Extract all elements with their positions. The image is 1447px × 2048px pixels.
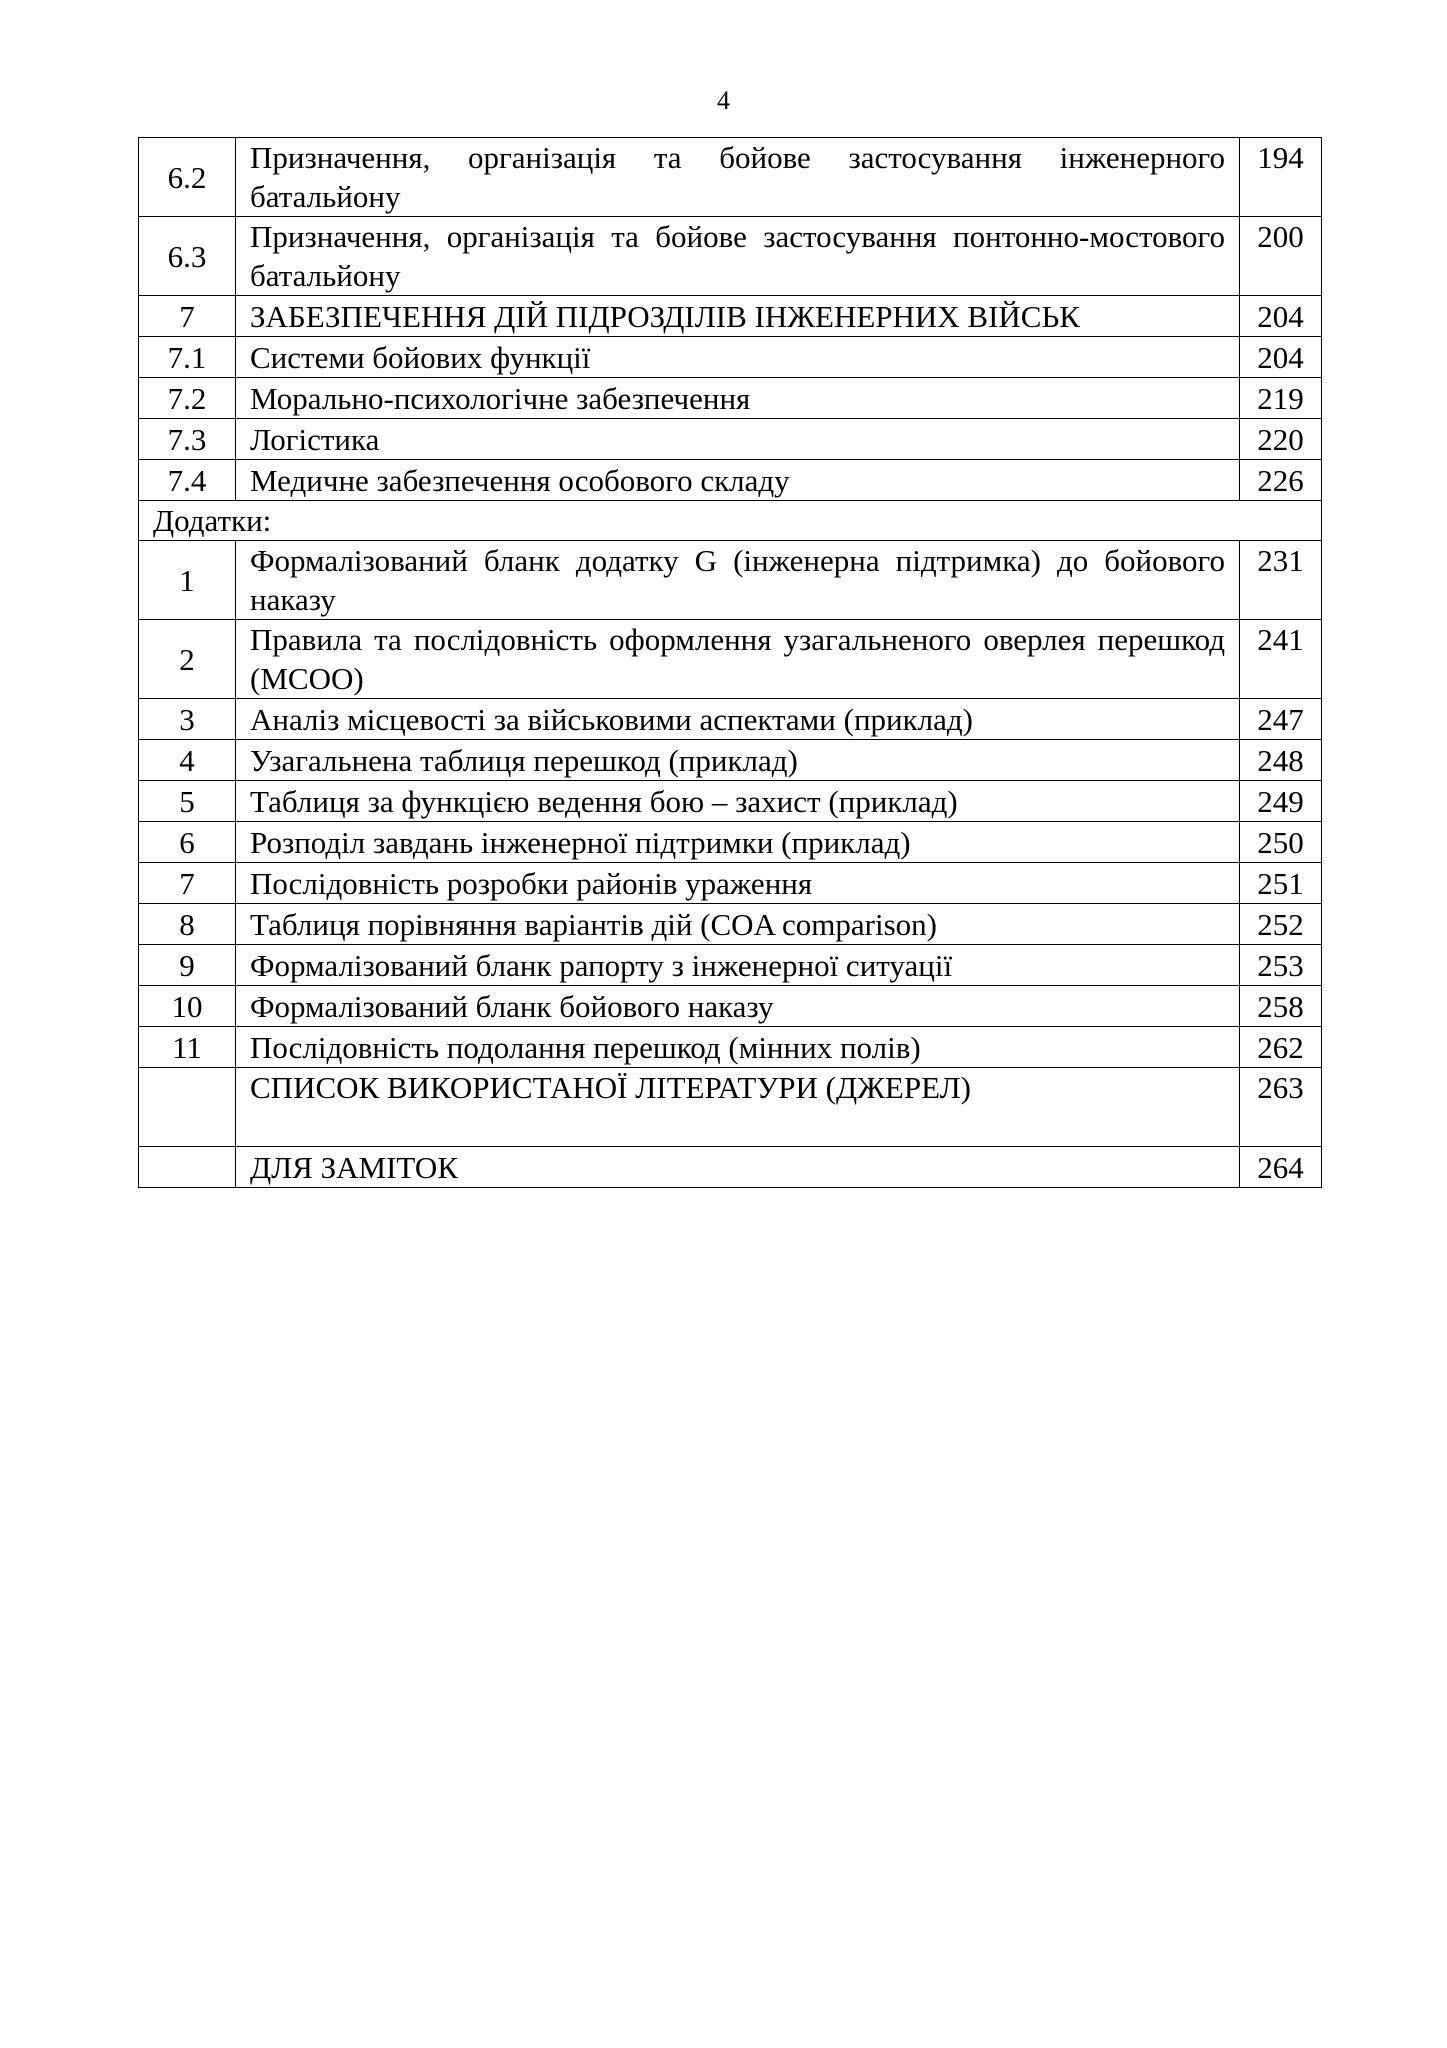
toc-entry-number: 7 (139, 863, 236, 904)
toc-row (139, 460, 1322, 501)
toc-entry-title: Призначення, організація та бойове застосування інженерного батальйону (236, 138, 1240, 217)
toc-entry-number: 10 (139, 986, 236, 1027)
toc-entry-title: Таблиця порівняння варіантів дій (COA comparison) (236, 904, 1240, 945)
toc-row (139, 337, 1322, 378)
toc-entry-page: 258 (1240, 986, 1322, 1027)
toc-row (139, 138, 1322, 217)
toc-entry-title: Розподіл завдань інженерної підтримки (приклад) (236, 822, 1240, 863)
toc-entry-number: 7 (139, 296, 236, 337)
toc-entry-page: 226 (1240, 460, 1322, 501)
toc-entry-title: Послідовність розробки районів ураження (236, 863, 1240, 904)
toc-row (139, 863, 1322, 904)
toc-entry-page: 200 (1240, 217, 1322, 296)
toc-entry-page: 253 (1240, 945, 1322, 986)
toc-entry-page: 264 (1240, 1147, 1322, 1188)
toc-entry-number: 6 (139, 822, 236, 863)
toc-row (139, 378, 1322, 419)
toc-row (139, 699, 1322, 740)
toc-entry-title: Морально-психологічне забезпечення (236, 378, 1240, 419)
toc-entry-title: Узагальнена таблиця перешкод (приклад) (236, 740, 1240, 781)
toc-entry-number: 4 (139, 740, 236, 781)
toc-entry-page: 252 (1240, 904, 1322, 945)
toc-entry-page: 220 (1240, 419, 1322, 460)
toc-entry-page: 231 (1240, 541, 1322, 620)
toc-entry-number: 7.4 (139, 460, 236, 501)
toc-row (139, 1027, 1322, 1068)
toc-entry-number: 8 (139, 904, 236, 945)
toc-entry-page: 219 (1240, 378, 1322, 419)
toc-entry-page: 251 (1240, 863, 1322, 904)
appendix-header: Додатки: (139, 501, 1322, 541)
toc-entry-title: Аналіз місцевості за військовими аспектами (приклад) (236, 699, 1240, 740)
toc-row (139, 986, 1322, 1027)
toc-entry-title: Послідовність подолання перешкод (мінних полів) (236, 1027, 1240, 1068)
toc-entry-number: 7.3 (139, 419, 236, 460)
toc-entry-page: 194 (1240, 138, 1322, 217)
toc-entry-title: Правила та послідовність оформлення узагальненого оверлея перешкод (MCOO) (236, 620, 1240, 699)
toc-entry-title: ДЛЯ ЗАМІТОК (236, 1147, 1240, 1188)
toc-row (139, 620, 1322, 699)
toc-row (139, 740, 1322, 781)
toc-row (139, 419, 1322, 460)
toc-entry-number: 5 (139, 781, 236, 822)
toc-row (139, 945, 1322, 986)
toc-entry-number: 6.2 (139, 138, 236, 217)
toc-entry-number (139, 1068, 236, 1147)
toc-entry-number: 2 (139, 620, 236, 699)
toc-entry-page: 248 (1240, 740, 1322, 781)
toc-entry-number: 3 (139, 699, 236, 740)
toc-entry-page: 204 (1240, 296, 1322, 337)
toc-entry-number: 11 (139, 1027, 236, 1068)
toc-row (139, 1147, 1322, 1188)
toc-entry-title: Медичне забезпечення особового складу (236, 460, 1240, 501)
toc-entry-title: Системи бойових функції (236, 337, 1240, 378)
toc-entry-number: 9 (139, 945, 236, 986)
toc-entry-number: 1 (139, 541, 236, 620)
toc-entry-title: Призначення, організація та бойове застосування понтонно-мостового батальйону (236, 217, 1240, 296)
toc-entry-page: 247 (1240, 699, 1322, 740)
toc-row (139, 822, 1322, 863)
toc-entry-title: Формалізований бланк рапорту з інженерної ситуації (236, 945, 1240, 986)
toc-entry-number: 7.1 (139, 337, 236, 378)
toc-entry-page: 241 (1240, 620, 1322, 699)
toc-row (139, 1068, 1322, 1147)
toc-entry-title: Формалізований бланк додатку G (інженерна підтримка) до бойового наказу (236, 541, 1240, 620)
toc-entry-title: СПИСОК ВИКОРИСТАНОЇ ЛІТЕРАТУРИ (ДЖЕРЕЛ) (236, 1068, 1240, 1147)
toc-row (139, 904, 1322, 945)
toc-entry-title: ЗАБЕЗПЕЧЕННЯ ДІЙ ПІДРОЗДІЛІВ ІНЖЕНЕРНИХ ВІЙСЬК (236, 296, 1240, 337)
toc-row (139, 296, 1322, 337)
toc-body (139, 138, 1322, 1188)
toc-entry-page: 249 (1240, 781, 1322, 822)
toc-entry-page: 262 (1240, 1027, 1322, 1068)
toc-row (139, 781, 1322, 822)
toc-entry-page: 250 (1240, 822, 1322, 863)
toc-entry-number: 7.2 (139, 378, 236, 419)
page-number: 4 (717, 86, 730, 115)
table-of-contents (138, 137, 1322, 1188)
toc-entry-title: Формалізований бланк бойового наказу (236, 986, 1240, 1027)
appendix-header-row (139, 501, 1322, 541)
toc-row (139, 541, 1322, 620)
toc-entry-number: 6.3 (139, 217, 236, 296)
toc-entry-page: 263 (1240, 1068, 1322, 1147)
toc-row (139, 217, 1322, 296)
toc-entry-number (139, 1147, 236, 1188)
toc-entry-page: 204 (1240, 337, 1322, 378)
toc-entry-title: Логістика (236, 419, 1240, 460)
toc-entry-title: Таблиця за функцією ведення бою – захист (приклад) (236, 781, 1240, 822)
